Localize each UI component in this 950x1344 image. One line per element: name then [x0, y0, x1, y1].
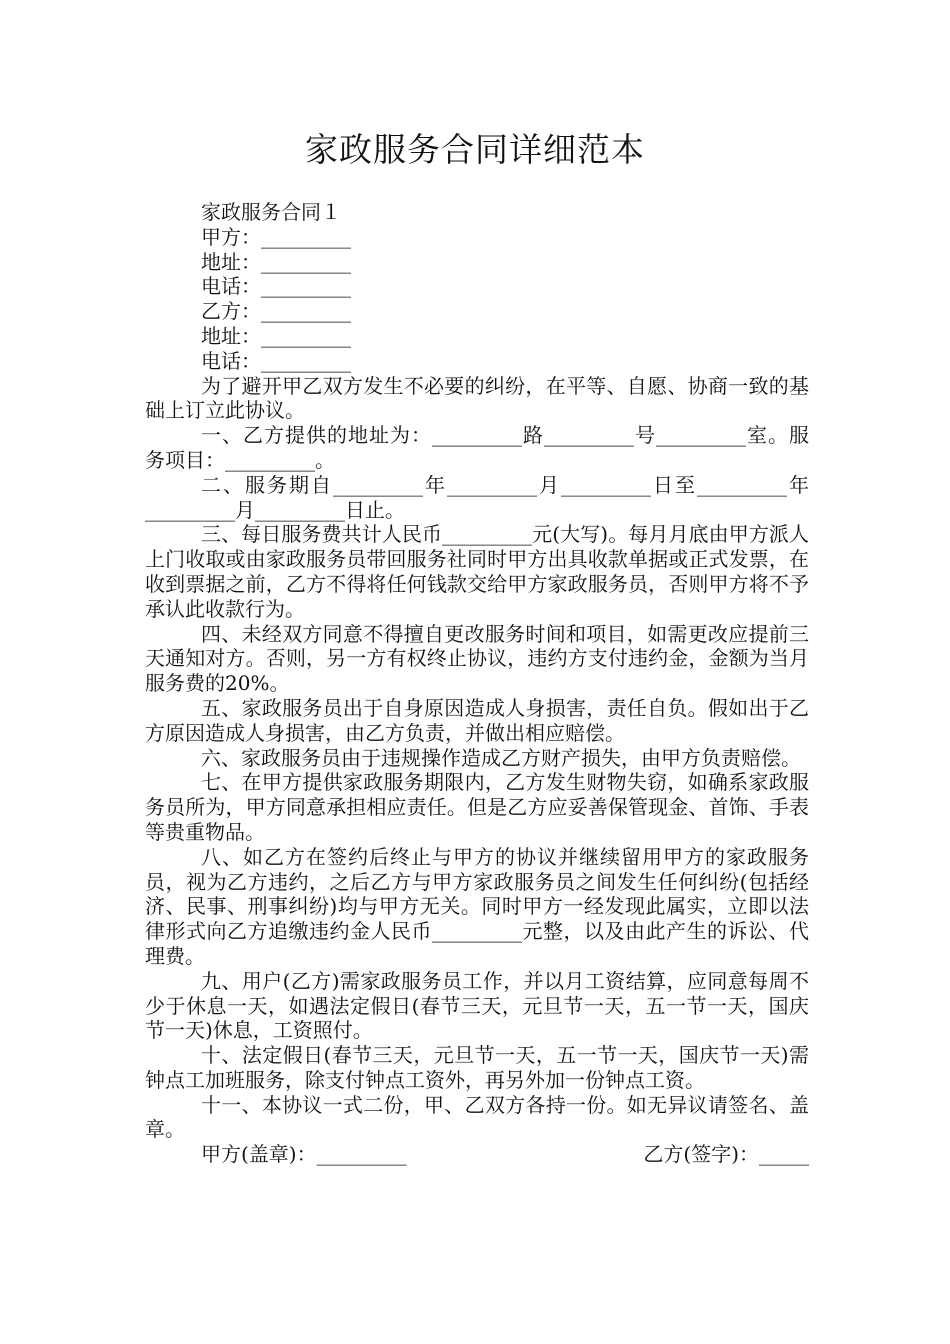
document-title: 家政服务合同详细范本 — [305, 130, 645, 169]
party-a-signature: 甲方(盖章)：_________ — [201, 1142, 407, 1167]
clause-2: 二、服务期自_________年_________月_________日至_________年_________月_________日止。 — [145, 472, 809, 522]
clause-6: 六、家政服务员由于违规操作造成乙方财产损失，由甲方负责赔偿。 — [201, 745, 801, 770]
field-party-a-phone: 电话：_________ — [201, 274, 351, 299]
clause-9: 九、用户(乙方)需家政服务员工作，并以月工资结算，应同意每周不少于休息一天，如遇法定假日(春节三天，元旦节一天，五一节一天，国庆节一天)休息，工资照付。 — [145, 968, 809, 1043]
contract-subtitle: 家政服务合同１ — [201, 200, 341, 224]
field-party-a-address: 地址：_________ — [201, 249, 351, 274]
field-party-a: 甲方：_________ — [201, 224, 351, 249]
clause-8: 八、如乙方在签约后终止与甲方的协议并继续留用甲方的家政服务员，视为乙方违约，之后乙方与甲方家政服务员之间发生任何纠纷(包括经济、民事、刑事纠纷)均与甲方无关。同时甲方一经发现此属实，立即以法律形式向乙方追缴违约金人民币_________元整，以及由此产生的诉讼、代理费。 — [145, 844, 809, 968]
clause-3: 三、每日服务费共计人民币_________元(大写)。每月月底由甲方派人上门收取或由家政服务员带回服务社同时甲方出具收款单据或正式发票，在收到票据之前，乙方不得将任何钱款交给甲方家政服务员，否则甲方将不予承认此收款行为。 — [145, 522, 809, 621]
paragraph-intro: 为了避开甲乙双方发生不必要的纠纷，在平等、自愿、协商一致的基础上订立此协议。 — [145, 373, 809, 423]
field-party-b-address: 地址：_________ — [201, 323, 351, 348]
clause-11: 十一、本协议一式二份，甲、乙双方各持一份。如无异议请签名、盖章。 — [145, 1092, 809, 1142]
clause-10: 十、法定假日(春节三天，元旦节一天，五一节一天，国庆节一天)需钟点工加班服务，除支付钟点工资外，再另外加一份钟点工资。 — [145, 1043, 809, 1092]
clause-5: 五、家政服务员出于自身原因造成人身损害，责任自负。假如出于乙方原因造成人身损害，由乙方负责，并做出相应赔偿。 — [145, 695, 809, 745]
clause-4: 四、未经双方同意不得擅自更改服务时间和项目，如需更改应提前三天通知对方。否则，另一方有权终止协议，违约方支付违约金，金额为当月服务费的20%。 — [145, 621, 809, 696]
signature-row — [145, 1142, 809, 1167]
clause-1: 一、乙方提供的地址为：_________路_________号_________室。服务项目：_________。 — [145, 423, 809, 472]
clause-7: 七、在甲方提供家政服务期限内，乙方发生财物失窃，如确系家政服务员所为，甲方同意承担相应责任。但是乙方应妥善保管现金、首饰、手表等贵重物品。 — [145, 770, 809, 844]
document-body — [145, 200, 809, 1167]
field-party-b: 乙方：_________ — [201, 299, 351, 324]
field-party-b-phone: 电话：_________ — [201, 348, 351, 373]
party-b-signature: 乙方(签字)：_____ — [643, 1142, 809, 1167]
